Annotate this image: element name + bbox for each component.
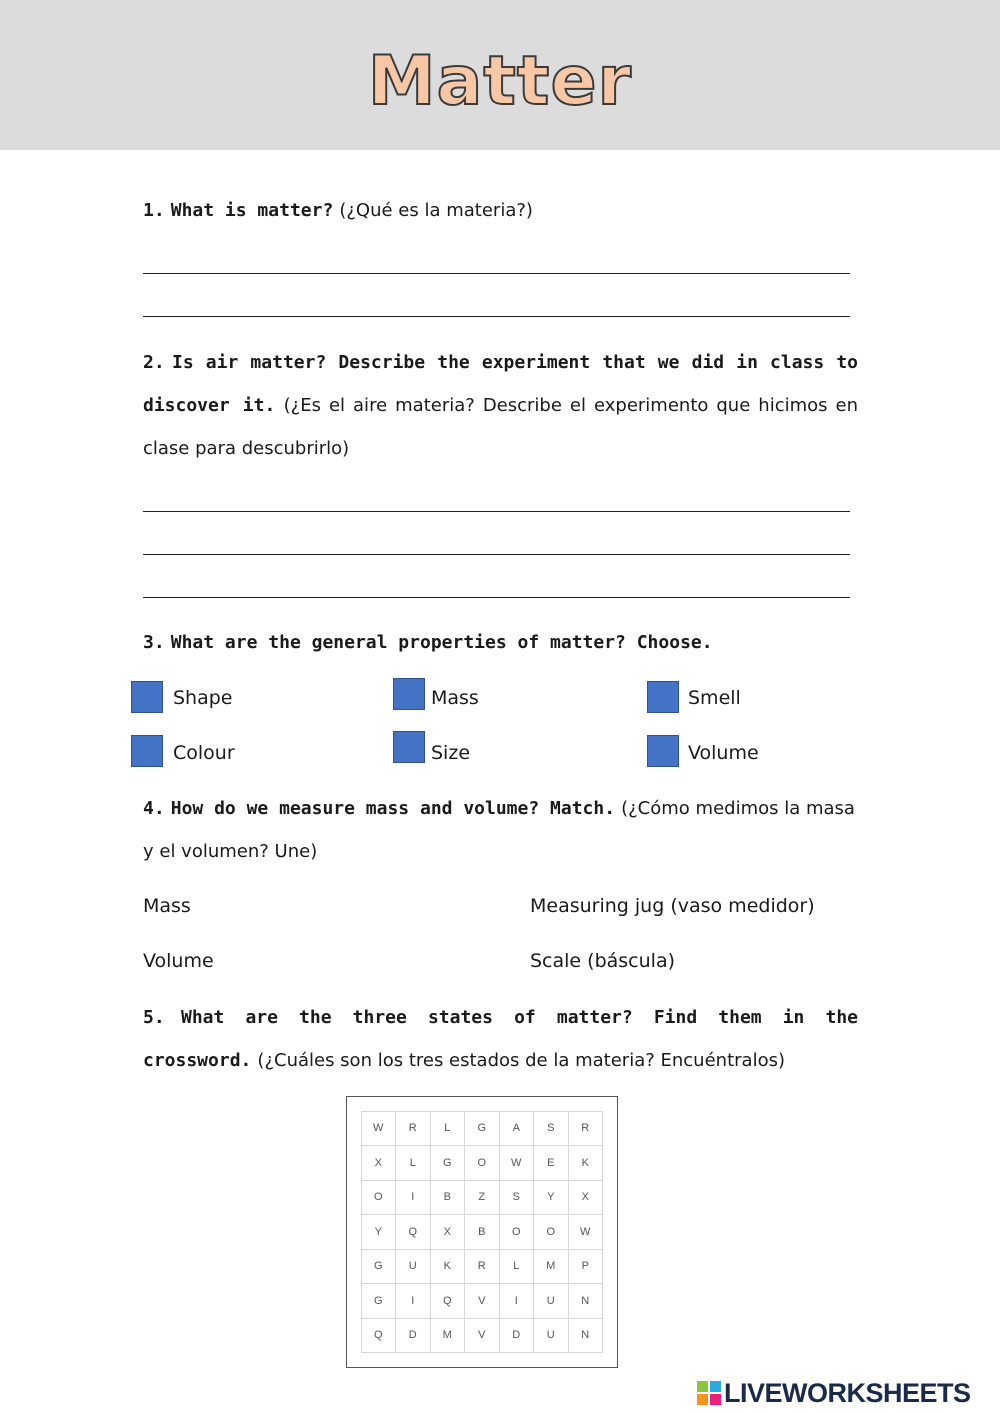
option-label: Shape xyxy=(173,687,233,709)
grid-cell[interactable]: E xyxy=(533,1145,569,1181)
grid-cell[interactable]: I xyxy=(499,1283,535,1319)
checkbox-colour[interactable] xyxy=(131,735,163,767)
grid-cell[interactable]: X xyxy=(430,1214,466,1250)
match-right-measuring-jug[interactable]: Measuring jug (vaso medidor) xyxy=(530,895,815,917)
question-1-number: 1. xyxy=(143,200,165,221)
grid-cell[interactable]: G xyxy=(464,1111,500,1147)
grid-cell[interactable]: M xyxy=(430,1318,466,1354)
grid-cell[interactable]: L xyxy=(499,1249,535,1285)
answer-line-2a[interactable] xyxy=(143,511,850,512)
grid-cell[interactable]: A xyxy=(499,1111,535,1147)
question-2-translation: (¿Es el aire materia? Describe el experimento que hicimos en clase para descubrirlo) xyxy=(143,395,858,459)
checkbox-size[interactable] xyxy=(393,731,425,763)
option-label: Volume xyxy=(688,742,759,764)
grid-cell[interactable]: D xyxy=(499,1318,535,1354)
grid-cell[interactable]: U xyxy=(533,1283,569,1319)
checkbox-smell[interactable] xyxy=(647,681,679,713)
question-5-translation: (¿Cuáles son los tres estados de la materia? Encuéntralos) xyxy=(257,1050,785,1071)
grid-cell[interactable]: U xyxy=(395,1249,431,1285)
checkbox-mass[interactable] xyxy=(393,678,425,710)
word-search-grid xyxy=(361,1111,603,1353)
grid-cell[interactable]: K xyxy=(430,1249,466,1285)
page-title: Matter xyxy=(367,42,633,121)
grid-cell[interactable]: I xyxy=(395,1180,431,1216)
grid-cell[interactable]: L xyxy=(430,1111,466,1147)
grid-cell[interactable]: M xyxy=(533,1249,569,1285)
grid-cell[interactable]: O xyxy=(533,1214,569,1250)
grid-cell[interactable]: K xyxy=(568,1145,604,1181)
grid-cell[interactable]: X xyxy=(568,1180,604,1216)
option-label: Size xyxy=(431,742,471,764)
question-5-text: What are the three states of matter? Find them in the crossword. xyxy=(143,1007,858,1071)
grid-cell[interactable]: Y xyxy=(361,1214,397,1250)
match-left-mass[interactable]: Mass xyxy=(143,895,191,917)
answer-line-1b[interactable] xyxy=(143,316,850,317)
grid-cell[interactable]: V xyxy=(464,1283,500,1319)
grid-cell[interactable]: O xyxy=(499,1214,535,1250)
grid-cell[interactable]: R xyxy=(568,1111,604,1147)
question-4-number: 4. xyxy=(143,798,165,819)
grid-cell[interactable]: D xyxy=(395,1318,431,1354)
answer-line-1a[interactable] xyxy=(143,273,850,274)
question-4-translation: (¿Cómo medimos la masa y el volumen? Une) xyxy=(143,798,855,862)
grid-cell[interactable]: L xyxy=(395,1145,431,1181)
grid-cell[interactable]: Q xyxy=(395,1214,431,1250)
option-label: Smell xyxy=(688,687,741,709)
option-label: Mass xyxy=(431,687,479,709)
option-label: Colour xyxy=(173,742,235,764)
liveworksheets-logo-icon xyxy=(697,1381,721,1405)
header-band xyxy=(0,0,1000,150)
question-2 xyxy=(143,341,858,470)
grid-cell[interactable]: W xyxy=(499,1145,535,1181)
grid-cell[interactable]: B xyxy=(430,1180,466,1216)
grid-cell[interactable]: X xyxy=(361,1145,397,1181)
grid-cell[interactable]: I xyxy=(395,1283,431,1319)
grid-cell[interactable]: R xyxy=(395,1111,431,1147)
grid-cell[interactable]: O xyxy=(361,1180,397,1216)
grid-cell[interactable]: S xyxy=(533,1111,569,1147)
grid-cell[interactable]: R xyxy=(464,1249,500,1285)
question-3-number: 3. xyxy=(143,632,165,653)
question-5-number: 5. xyxy=(143,1007,165,1028)
grid-cell[interactable]: G xyxy=(361,1249,397,1285)
grid-cell[interactable]: O xyxy=(464,1145,500,1181)
brand-name: LIVEWORKSHEETS xyxy=(724,1378,971,1408)
checkbox-shape[interactable] xyxy=(131,681,163,713)
question-5 xyxy=(143,996,858,1082)
match-right-scale[interactable]: Scale (báscula) xyxy=(530,950,675,972)
question-2-text: Is air matter? Describe the experiment that we did in class to discover it. xyxy=(143,352,858,416)
grid-cell[interactable]: G xyxy=(361,1283,397,1319)
question-3 xyxy=(143,621,858,664)
grid-cell[interactable]: Q xyxy=(430,1283,466,1319)
question-4-text: How do we measure mass and volume? Match. xyxy=(170,798,616,819)
grid-cell[interactable]: S xyxy=(499,1180,535,1216)
question-1-text: What is matter? xyxy=(170,200,334,221)
grid-cell[interactable]: V xyxy=(464,1318,500,1354)
grid-cell[interactable]: U xyxy=(533,1318,569,1354)
question-4 xyxy=(143,787,858,873)
answer-line-2c[interactable] xyxy=(143,597,850,598)
grid-cell[interactable]: N xyxy=(568,1318,604,1354)
grid-cell[interactable]: Y xyxy=(533,1180,569,1216)
match-left-volume[interactable]: Volume xyxy=(143,950,214,972)
question-3-text: What are the general properties of matter? Choose. xyxy=(170,632,713,653)
grid-cell[interactable]: B xyxy=(464,1214,500,1250)
grid-cell[interactable]: N xyxy=(568,1283,604,1319)
word-search xyxy=(346,1096,618,1368)
grid-cell[interactable]: W xyxy=(568,1214,604,1250)
question-1-translation: (¿Qué es la materia?) xyxy=(339,200,533,221)
grid-cell[interactable]: P xyxy=(568,1249,604,1285)
checkbox-volume[interactable] xyxy=(647,735,679,767)
grid-cell[interactable]: W xyxy=(361,1111,397,1147)
question-2-number: 2. xyxy=(143,352,165,373)
answer-line-2b[interactable] xyxy=(143,554,850,555)
grid-cell[interactable]: Z xyxy=(464,1180,500,1216)
question-1 xyxy=(143,189,858,232)
grid-cell[interactable]: Q xyxy=(361,1318,397,1354)
grid-cell[interactable]: G xyxy=(430,1145,466,1181)
